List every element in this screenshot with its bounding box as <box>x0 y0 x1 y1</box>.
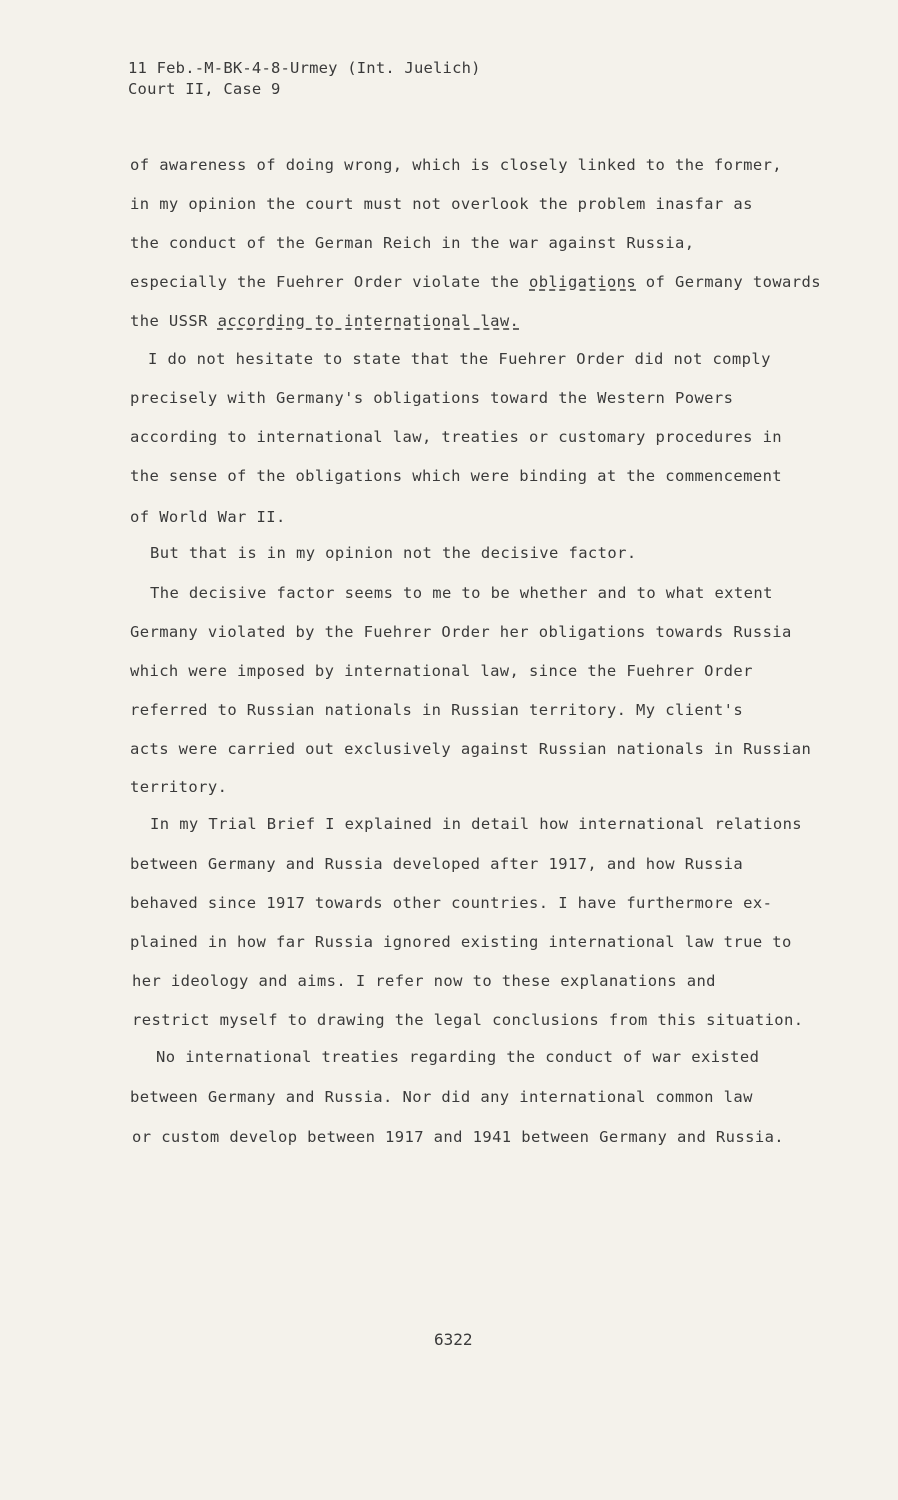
text-line: her ideology and aims. I refer now to these explanations and <box>132 972 716 990</box>
underlined-text: according to international law. <box>217 312 520 330</box>
text-line: of World War II. <box>130 508 286 526</box>
text-line: In my Trial Brief I explained in detail how international relations <box>150 815 803 833</box>
text-line: behaved since 1917 towards other countries. I have furthermore ex- <box>130 894 773 912</box>
text-line: precisely with Germany's obligations toward the Western Powers <box>130 389 734 407</box>
text-line: which were imposed by international law, since the Fuehrer Order <box>130 662 753 680</box>
header-reference: 11 Feb.-M-BK-4-8-Urmey (Int. Juelich) <box>128 59 481 77</box>
text-line: plained in how far Russia ignored existing international law true to <box>130 933 792 951</box>
text-segment: the USSR <box>130 312 218 330</box>
text-line: the sense of the obligations which were binding at the commencement <box>130 467 783 485</box>
text-line: territory. <box>130 778 228 796</box>
text-segment: especially the Fuehrer Order violate the <box>130 273 530 291</box>
text-line: according to international law, treaties or customary procedures in <box>130 428 783 446</box>
text-line: I do not hesitate to state that the Fuehrer Order did not comply <box>148 350 771 368</box>
text-line: between Germany and Russia. Nor did any international common law <box>130 1088 753 1106</box>
header-court: Court II, Case 9 <box>128 80 281 98</box>
text-line: The decisive factor seems to me to be whether and to what extent <box>150 584 773 602</box>
text-line: No international treaties regarding the conduct of war existed <box>156 1048 760 1066</box>
text-line: acts were carried out exclusively against Russian nationals in Russian <box>130 740 812 758</box>
underlined-text: obligations <box>529 273 637 291</box>
document-header <box>128 58 481 100</box>
text-line <box>130 273 821 291</box>
text-line <box>130 312 519 330</box>
text-line: Germany violated by the Fuehrer Order her obligations towards Russia <box>130 623 792 641</box>
text-line: the conduct of the German Reich in the war against Russia, <box>130 234 695 252</box>
text-line: restrict myself to drawing the legal conclusions from this situation. <box>132 1011 804 1029</box>
text-line: or custom develop between 1917 and 1941 between Germany and Russia. <box>132 1128 785 1146</box>
text-line: in my opinion the court must not overlook the problem inasfar as <box>130 195 753 213</box>
text-segment: of Germany towards <box>636 273 821 291</box>
text-line: between Germany and Russia developed after 1917, and how Russia <box>130 855 744 873</box>
page-number: 6322 <box>434 1330 473 1349</box>
text-line: of awareness of doing wrong, which is closely linked to the former, <box>130 156 783 174</box>
text-line: referred to Russian nationals in Russian territory. My client's <box>130 701 744 719</box>
text-line: But that is in my opinion not the decisive factor. <box>150 544 637 562</box>
